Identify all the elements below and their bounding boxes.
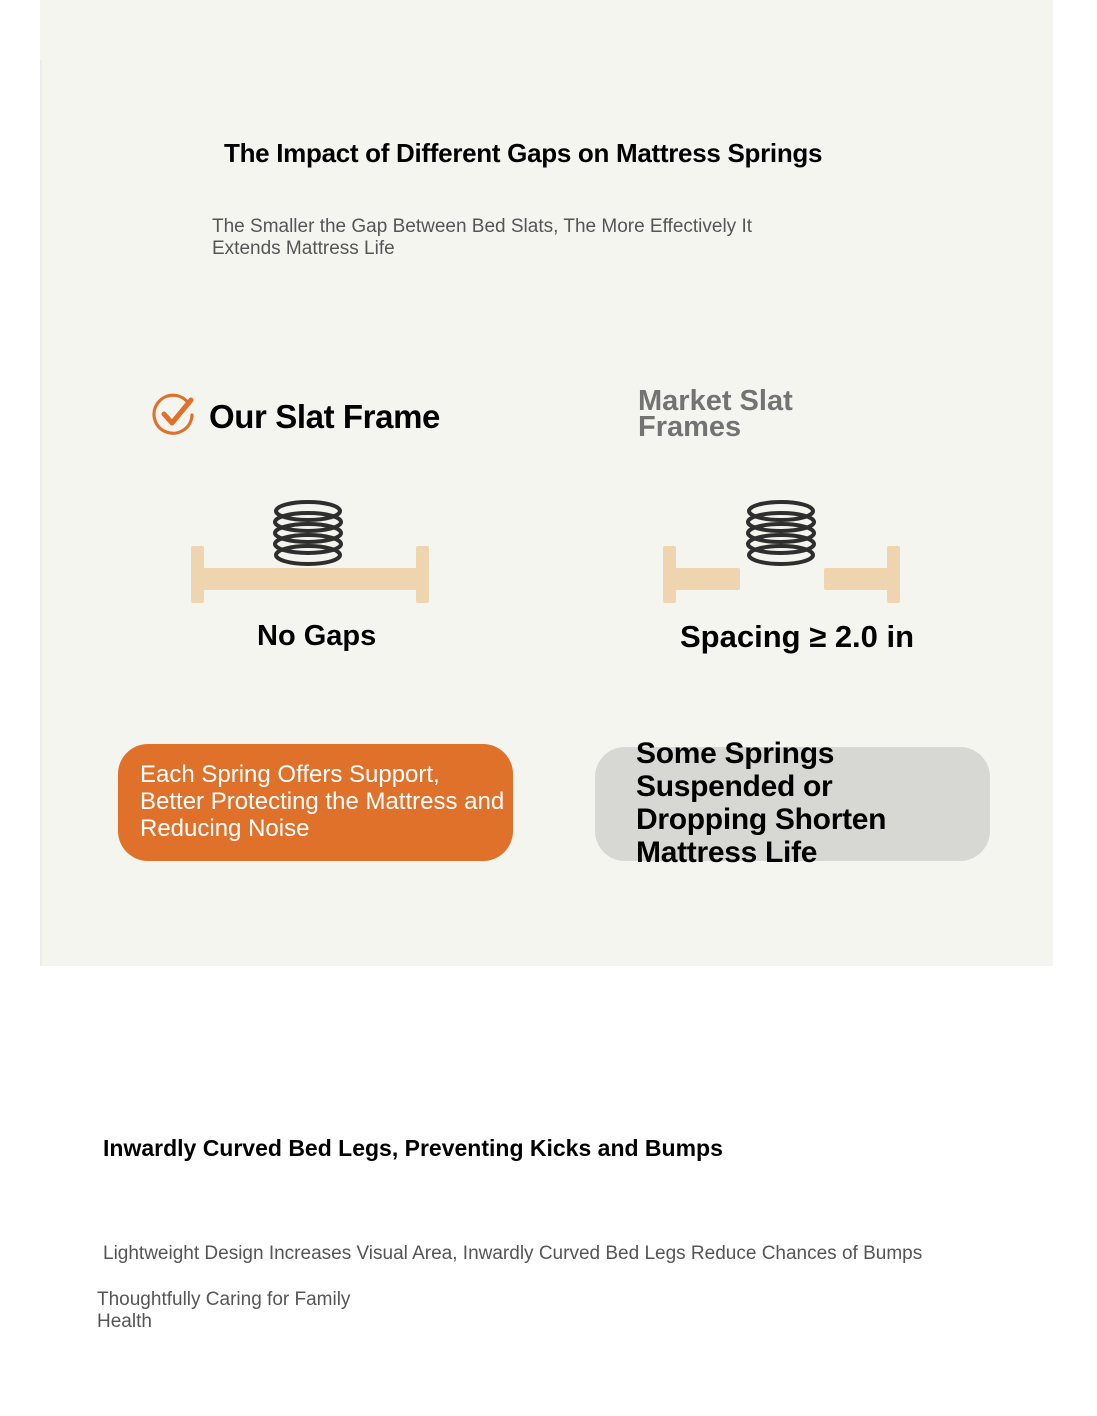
market-slat-frames-heading: Market Slat Frames	[638, 385, 793, 443]
market-frame-drawback-box	[595, 737, 990, 869]
spring-coil	[748, 502, 814, 564]
no-gaps-label: No Gaps	[257, 620, 377, 652]
slat-right-post	[416, 546, 429, 603]
our-frame-benefit-text: Each Spring Offers Support, Better Protecting the Mattress and Reducing Noise	[140, 761, 505, 842]
slat-right-bar	[824, 568, 892, 590]
bed-legs-heading: Inwardly Curved Bed Legs, Preventing Kicks and Bumps	[103, 1135, 723, 1161]
spring-coil	[275, 502, 341, 564]
no-gap-slat-diagram	[186, 494, 436, 610]
our-frame-benefit-box	[118, 744, 513, 861]
bed-legs-subtitle: Lightweight Design Increases Visual Area, Inwardly Curved Bed Legs Reduce Chances of Bumps	[103, 1243, 923, 1264]
check-circle-icon	[151, 392, 197, 438]
gaps-section-title: The Impact of Different Gaps on Mattress Springs	[224, 138, 823, 168]
slat-bar	[200, 568, 424, 590]
bed-legs-subtitle-2: Thoughtfully Caring for Family Health	[97, 1289, 351, 1332]
panel-edge-divider	[40, 60, 42, 966]
gapped-slat-diagram	[658, 494, 908, 610]
slat-right-post	[887, 546, 900, 603]
spacing-label: Spacing ≥ 2.0 in	[680, 619, 915, 654]
gaps-section-subtitle: The Smaller the Gap Between Bed Slats, The More Effectively It Extends Mattress Life	[212, 216, 753, 259]
our-slat-frame-heading: Our Slat Frame	[209, 398, 440, 435]
slat-left-bar	[672, 568, 740, 590]
market-frame-drawback-text: Some Springs Suspended or Dropping Shorten Mattress Life	[636, 737, 887, 869]
